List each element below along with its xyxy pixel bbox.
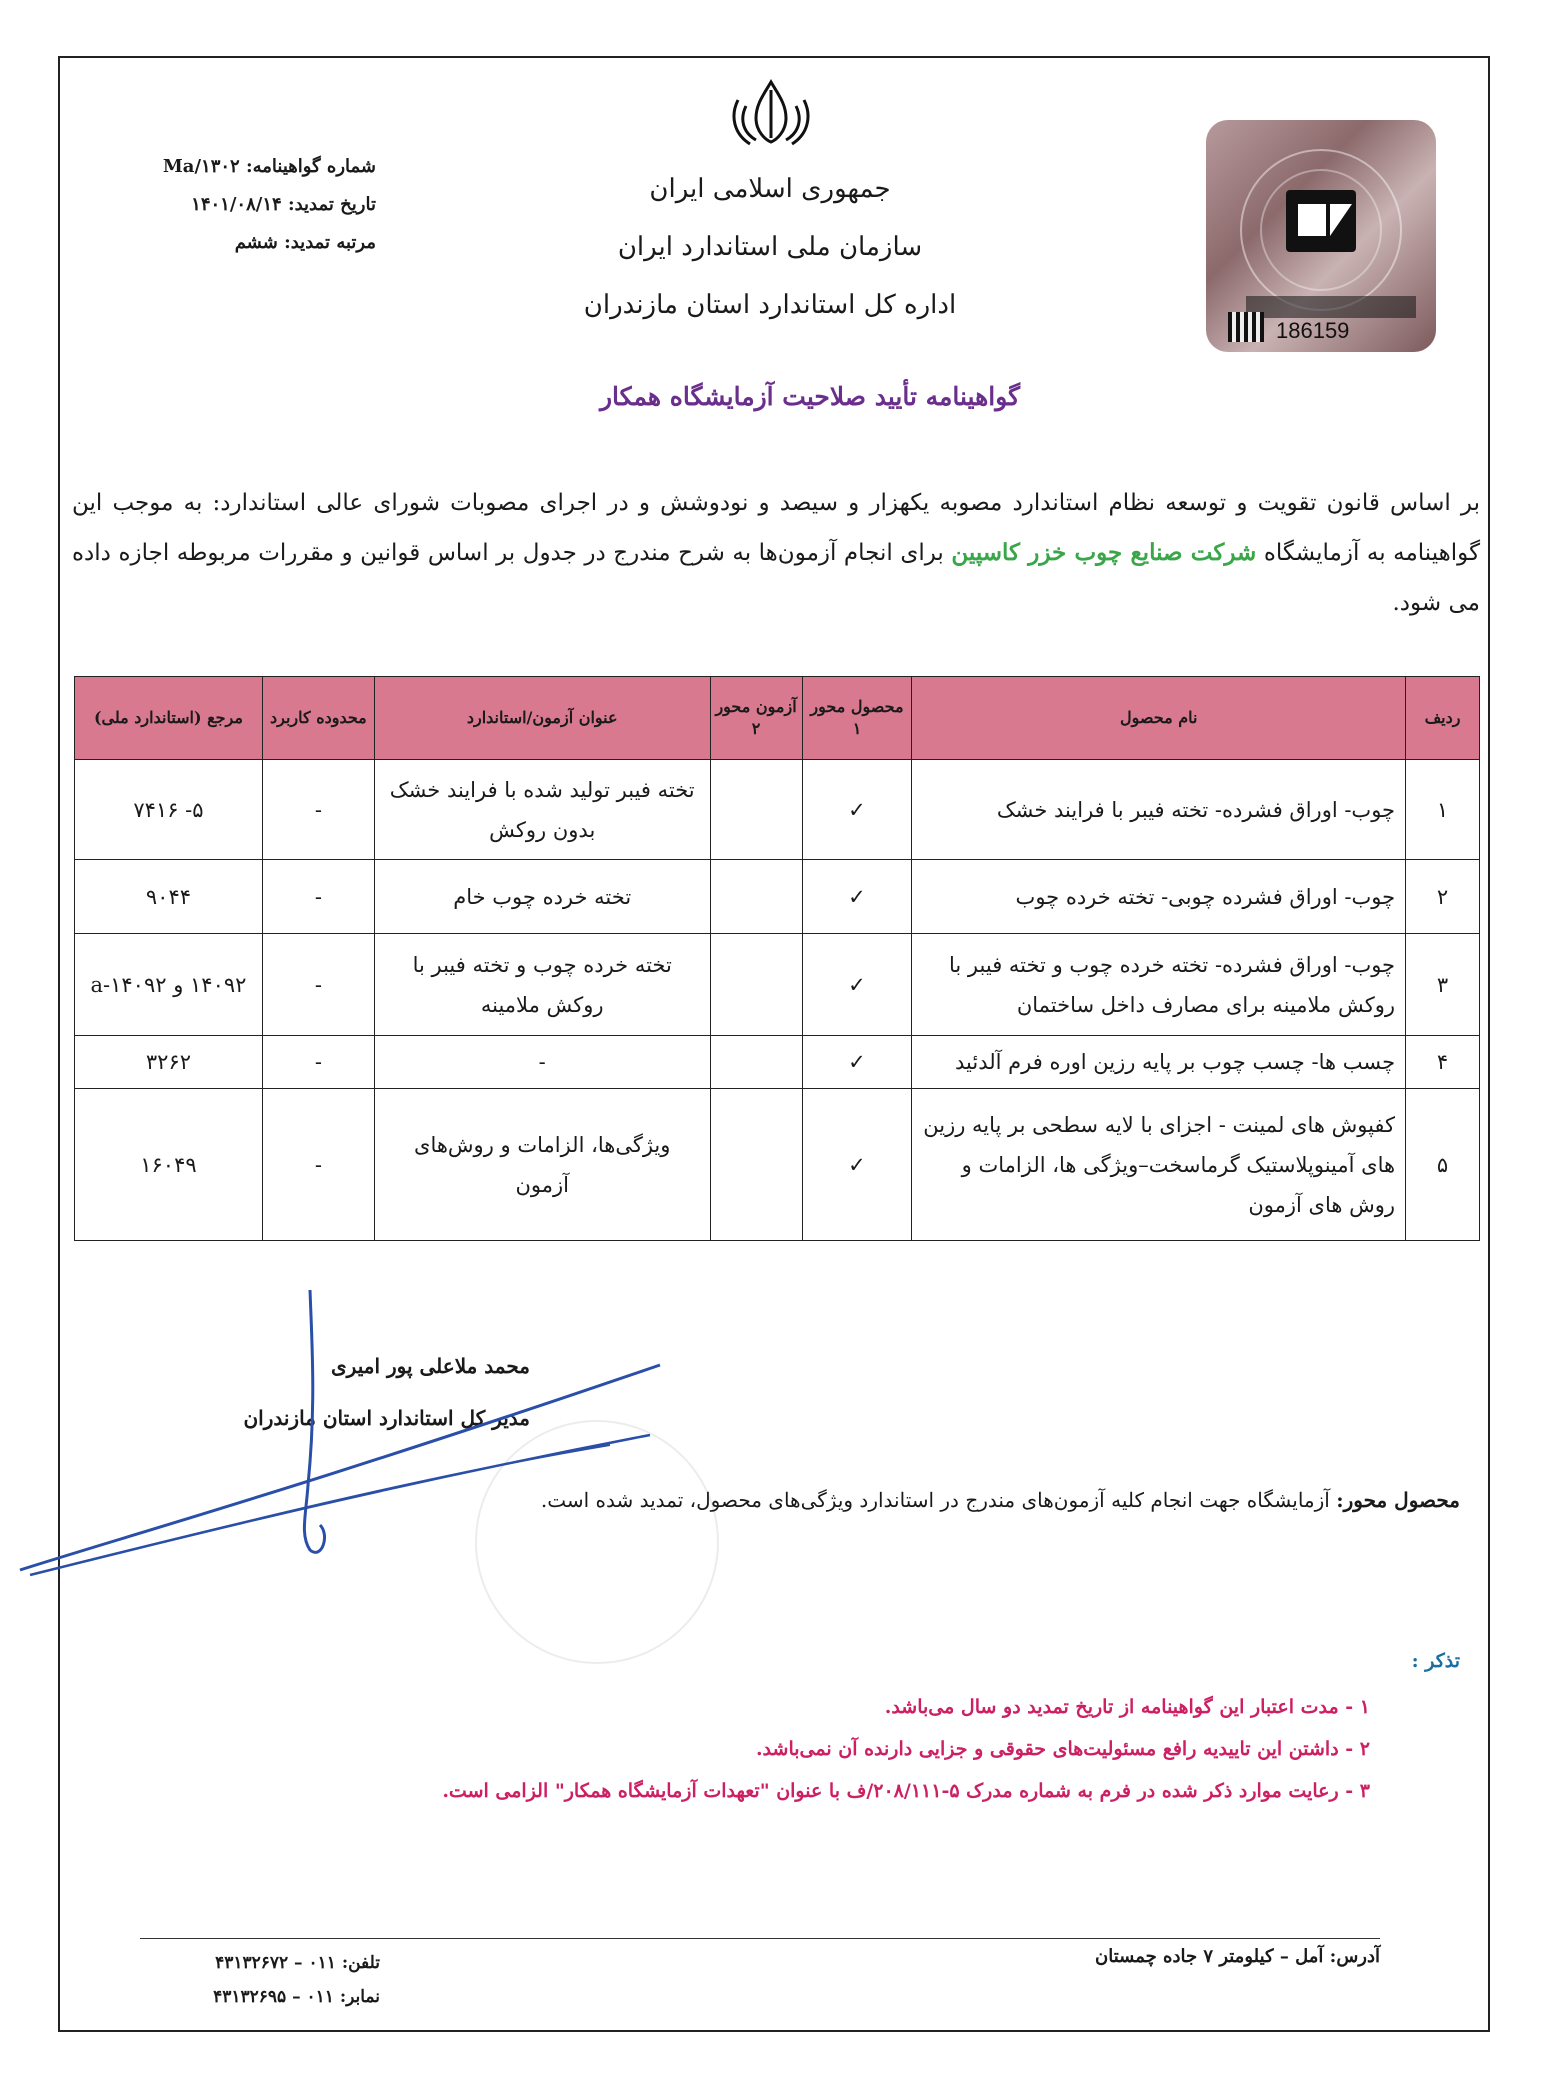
- note-label: محصول محور:: [1336, 1488, 1460, 1512]
- header-organization: سازمان ملی استاندارد ایران: [617, 232, 923, 262]
- certificate-meta: [96, 148, 376, 262]
- table-row: ۲ چوب- اوراق فشرده چوبی- تخته خرده چوب ✓ تخته خرده چوب خام - ۹۰۴۴: [75, 860, 1480, 934]
- issuer-header: [520, 160, 1020, 334]
- footer-divider: [140, 1938, 1380, 1939]
- hologram-seal: [1206, 120, 1436, 352]
- qr-code-icon: [1228, 312, 1264, 342]
- signatory-name: محمد ملاعلی پور امیری: [331, 1354, 530, 1378]
- iran-emblem-icon: [726, 76, 816, 146]
- cert-number: Ma/۱۳۰۲: [162, 156, 240, 177]
- phone-line: تلفن: ۰۱۱ – ۴۳۱۳۲۶۷۲: [215, 1953, 380, 1973]
- reminder-item: ۳ - رعایت موارد ذکر شده در فرم به شماره مدرک ۵-۲۰۸/۱۱۱/ف با عنوان "تعهدات آزمایشگاه همکار" الزامی است.: [442, 1780, 1370, 1802]
- check-icon: ✓: [802, 860, 912, 934]
- body-conclusion: برای انجام آزمون‌ها به شرح مندرج در جدول بر اساس قوانین و مقررات مربوطه اجازه داده می شود.: [72, 540, 1480, 616]
- col-scope: محدوده کاربرد: [262, 677, 374, 760]
- header-department: اداره کل استاندارد استان مازندران: [583, 290, 957, 320]
- address-value: آمل – کیلومتر ۷ جاده چمستان: [1095, 1946, 1324, 1967]
- footer-address: آدرس: آمل – کیلومتر ۷ جاده چمستان: [1095, 1946, 1380, 1967]
- reminders-list: [200, 1686, 1370, 1812]
- reminder-item: ۲ - داشتن این تاییدیه رافع مسئولیت‌های حقوقی و جزایی دارنده آن نمی‌باشد.: [755, 1738, 1370, 1760]
- table-header-row: [75, 677, 1480, 760]
- reminder-item: ۱ - مدت اعتبار این گواهینامه از تاریخ تمدید دو سال می‌باشد.: [884, 1696, 1370, 1718]
- table-row: ۴ چسب ها- چسب چوب بر پایه رزین اوره فرم آلدئید ✓ - - ۳۲۶۲: [75, 1036, 1480, 1089]
- col-test-title: عنوان آزمون/استاندارد: [374, 677, 710, 760]
- table-row: ۳ چوب- اوراق فشرده- تخته خرده چوب و تخته فیبر با روکش ملامینه برای مصارف داخل ساختمان ✓ تخته خرده چوب و تخته فیبر با روکش ملامینه - ۱۴۰۹۲ و ۱۴۰۹۲-a: [75, 934, 1480, 1036]
- col-axis2: آزمون محور ۲: [710, 677, 802, 760]
- check-icon: ✓: [802, 1036, 912, 1089]
- col-reference: مرجع (استاندارد ملی): [75, 677, 263, 760]
- handwritten-signature: [10, 1285, 690, 1585]
- table-row: ۱ چوب- اوراق فشرده- تخته فیبر با فرایند خشک ✓ تخته فیبر تولید شده با فرایند خشک بدون روکش - ۵- ۷۴۱۶: [75, 760, 1480, 860]
- col-product: نام محصول: [912, 677, 1406, 760]
- phone-number: ۰۱۱ – ۴۳۱۳۲۶۷۲: [215, 1953, 336, 1973]
- note-text: آزمایشگاه جهت انجام کلیه آزمون‌های مندرج در استاندارد ویژگی‌های محصول، تمدید شده است.: [540, 1488, 1330, 1512]
- certificate-body: [72, 478, 1480, 628]
- footer-contact: [130, 1946, 380, 2014]
- col-row: ردیف: [1406, 677, 1480, 760]
- laboratory-name: شرکت صنایع چوب خزر کاسپین: [951, 539, 1257, 566]
- check-icon: ✓: [802, 1089, 912, 1241]
- check-icon: ✓: [802, 934, 912, 1036]
- renewal-round-line: مرتبه تمدید: ششم: [234, 232, 376, 253]
- renewal-date: ۱۴۰۱/۰۸/۱۴: [191, 194, 282, 215]
- approved-tests-table: [74, 676, 1480, 1241]
- fax-number: ۰۱۱ – ۴۳۱۳۲۶۹۵: [213, 1987, 334, 2007]
- certificate-title: گواهینامه تأیید صلاحیت آزمایشگاه همکار: [599, 382, 1021, 411]
- signatory-position: مدیر کل استاندارد استان مازندران: [243, 1406, 530, 1430]
- body-intro: بر اساس قانون تقویت و توسعه نظام استاندارد مصوبه یکهزار و سیصد و نودوشش و در اجرای مصوبات شورای عالی استاندارد: به موجب این گواهینامه به آزمایشگاه: [72, 490, 1481, 566]
- renewal-round: ششم: [234, 232, 278, 253]
- hologram-serial: 186159: [1276, 318, 1350, 343]
- fax-line: نمابر: ۰۱۱ – ۴۳۱۳۲۶۹۵: [213, 1987, 380, 2007]
- reminders-title: تذکر :: [1411, 1650, 1460, 1672]
- cert-number-line: شماره گواهینامه: Ma/۱۳۰۲: [162, 156, 376, 177]
- col-axis1: محصول محور ۱: [802, 677, 912, 760]
- axis-product-note: [300, 1488, 1460, 1512]
- table-row: ۵ کفپوش های لمینت - اجزای با لایه سطحی بر پایه رزین های آمینوپلاستیک گرماسخت–ویژگی ها، الزامات و روش های آزمون ✓ ویژگی‌ها، الزامات و روش‌های آزمون - ۱۶۰۴۹: [75, 1089, 1480, 1241]
- header-country: جمهوری اسلامی ایران: [649, 174, 891, 204]
- check-icon: ✓: [802, 760, 912, 860]
- renewal-date-line: تاریخ تمدید: ۱۴۰۱/۰۸/۱۴: [191, 194, 376, 215]
